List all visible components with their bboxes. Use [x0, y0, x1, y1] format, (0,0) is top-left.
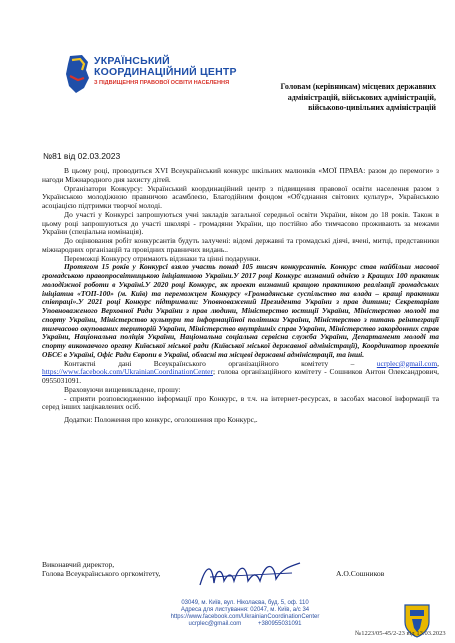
paragraph-attachment: Додатки: Положення про конкурс, оголошення про Конкурс,. — [64, 415, 258, 424]
document-number: №81 від 02.03.2023 — [43, 151, 121, 161]
paragraph-request-intro: Враховуючи вищевикладене, прошу: — [64, 384, 181, 394]
registration-number: №1223/05-45/2-23 від 13.03.2023 — [355, 630, 446, 637]
addressee-line3: військово-цивільних адміністрацій — [308, 103, 436, 112]
paragraph-history: Протягом 15 років у Конкурсі взяло участь понад 105 тисяч конкурсантів. Конкурс став найбільш масової громадською правопросвітницькою ініціативою України.У 2017 році Конкурс визнаний однією з Кращих 100 практик молодіжної роботи в Україні.У 2020 році Конкурс, як проект визнаний кращою практикою реалізації громадських ініціатив «ТОП-100» (м. Київ) та переможцем Конкурсу «Громадянське суспільство та влада – кращі практики співпраці».У 2021 році Конкурс підтримали: Уповноважений Президента України з прав дитини; Секретаріат Уповноваженого Верховної Ради України з прав людини, Міністерство юстиції України, Міністерство молоді та спорту України, Міністерство культури та інформаційної політики України, Міністерство з питань реінтеграції тимчасово окупованих територій України, Міністерство внутрішніх справ України, Міністерство закордонних справ України, Національна поліція України, Національна соціальна сервісна служба України, Департамент молоді та спорту виконавчого органу Київської міської ради (Київської міської державної адміністрації), Координатор проектів ОБСЄ в Україні, Офіс Ради Європи в Україні, обласні та місцеві державні адміністрації, та інші. — [42, 262, 439, 359]
signer-name: А.О.Сошников — [336, 569, 385, 578]
footer-address: 03049, м. Київ, вул. Ніколаєва, буд. 5, оф. 110 — [181, 600, 309, 606]
paragraph-jury: До оцінювання робіт конкурсантів будуть залучені: відомі державні та громадські діячі, вчені, митці, представники міжнародних організацій та провідних правничих видань.. — [42, 236, 439, 254]
letterhead-line2: КООРДИНАЦІЙНИЙ ЦЕНТР — [94, 66, 237, 78]
addressee-line2: адміністрацій, військових адміністрацій, — [287, 92, 436, 102]
facebook-link[interactable]: https://www.facebook.com/UkrainianCoordinationCenter — [42, 367, 213, 377]
letter-body — [42, 167, 439, 425]
letterhead-line1: УКРАЇНСЬКИЙ — [94, 55, 170, 67]
contacts-prefix: Контактні дані Всеукраїнського організаційного комітету – — [64, 358, 355, 368]
paragraph-organizers: Організатори Конкурсу: Український координаційний центр з підвищення правової освіти населення разом з Українською молодіжною правничою асамблеєю, Благодійним фондом «Об'єднання світових культур», Українською асоціацією підтримки творчої молоді. — [42, 183, 439, 210]
handwritten-signature-icon — [196, 555, 306, 595]
footer-mail-address: Адреса для листування: 02047, м. Київ, а/с 34 — [180, 606, 310, 613]
contacts-suffix: ; голова організаційного комітету - Сошников Антон Олександрович, 0955031091. — [42, 367, 439, 385]
paragraph-contacts: Контактні дані Всеукраїнського організаційного комітету – ucrplec@gmail.com, https://www.facebook.com/UkrainianCoordinationCenter; голова організаційного комітету - Сошников Антон Олександрович, 0955031091. — [42, 358, 439, 385]
letterhead-line3: З ПІДВИЩЕННЯ ПРАВОВОЇ ОСВІТИ НАСЕЛЕННЯ — [94, 80, 230, 86]
footer-contacts — [140, 600, 350, 628]
paragraph-intro: В цьому році, проводиться XVI Всеукраїнський конкурс шкільних малюнків «МОЇ ПРАВА: разом до перемоги» з нагоди Міжнародного дня захисту дітей. — [42, 166, 439, 184]
addressee-line1: Головам (керівникам) місцевих державних — [280, 82, 436, 91]
signer-title-1: Виконавчий директор, — [42, 560, 115, 569]
paragraph-participants: До участі у Конкурсі запрошуються учні закладів загальної середньої освіти України, віком до 18 років. Також в цьому році запрошуються до участі школярі - громадяни України, що постійно або тимчасово проживають за межами України (спеціальна номінація). — [42, 209, 439, 237]
footer-facebook: https://www.facebook.com/UkrainianCoordinationCenter — [170, 613, 320, 620]
footer-email-phone: ucrplec@gmail.com +380955031091 — [188, 620, 302, 627]
ukraine-map-logo-icon — [64, 54, 90, 94]
email-link[interactable]: ucrplec@gmail.com — [376, 358, 438, 368]
letterhead-logo — [64, 54, 254, 114]
addressee — [240, 82, 436, 114]
letterhead-text — [94, 56, 237, 87]
signer-title-2: Голова Всеукраїнського оргкомітету, — [42, 569, 161, 578]
paragraph-request-item: - сприяти розповсюдженню інформації про Конкурс, в т.ч. на інтернет-ресурсах, в засобах масової інформації та серед інших зацікавлених осіб. — [42, 393, 439, 412]
paragraph-prizes: Переможці Конкурсу отримають відзнаки та цінні подарунки. — [64, 253, 261, 263]
